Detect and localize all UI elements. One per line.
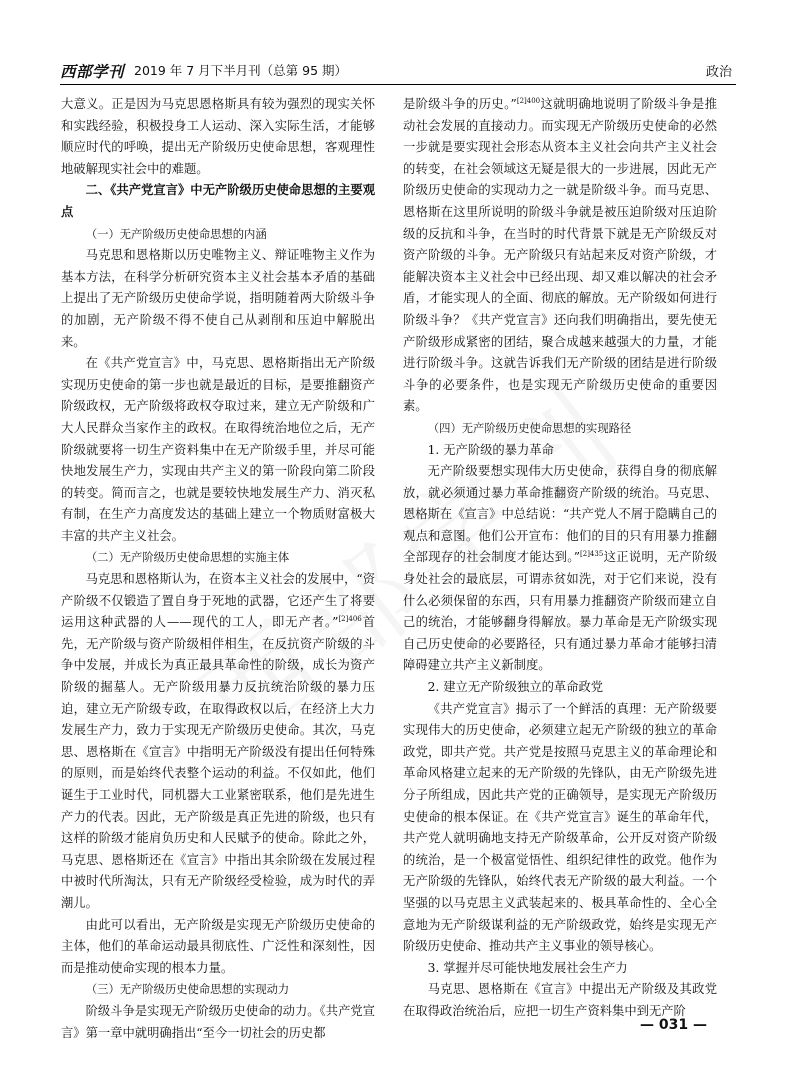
citation-marker: [2]400 [516,97,541,105]
paragraph: 由此可以看出，无产阶级是实现无产阶级历史使命的主体，他们的革命运动最具彻底性、广泛性和深刻性，因而是推动使命实现的根本力量。 [61,917,375,975]
citation-marker: [2]406 [338,615,362,624]
subsubsection-heading: 1. 无产阶级的暴力革命 [427,442,554,457]
paragraph [61,569,375,915]
running-header [60,58,736,85]
subsection-heading: （三）无产阶级历史使命思想的实现动力 [85,983,290,997]
paragraph-text: 是阶级斗争的历史。” [403,97,517,111]
issue-info: 2019 年 7 月下半月刊（总第 95 期） [134,63,348,78]
paragraph: 在《共产党宣言》中，马克思、恩格斯指出无产阶级实现历史使命的第一步也就是最近的目标，是要推翻资产阶级政权，无产阶级将政权夺取过来，建立无产阶级和广大人民群众当家作主的政权。在取得统治地位之后，无产阶级就要将一切生产资料集中在无产阶级手里，并尽可能快地发展生产力，实现由共产主义的第一阶段向第二阶段的转变。简而言之，也就是要较快地发展生产力、消灭私有制，在生产力高度发达的基础上建立一个物质财富极大丰富的共产主义社会。 [61,356,375,543]
subsection-heading: （四）无产阶级历史使命思想的实现路径 [427,421,632,435]
left-column [61,94,375,1044]
paragraph: 马克思、恩格斯在《宣言》中提出无产阶级及其政党在取得政治统治后，应把一切生产资料集中到无产阶 [403,982,717,1018]
citation-marker: [2]435 [580,550,604,559]
subsubsection-heading: 2. 建立无产阶级独立的革命政党 [427,680,604,695]
paragraph [403,94,717,418]
paragraph-text: 马克思和恩格斯认为，在资本主义社会的发展中，“资产阶级不仅锻造了置自身于死地的武器，它还产生了将要运用这种武器的人——现代的工人，即无产者。” [61,572,375,630]
paragraph-text: 这就明确地说明了阶级斗争是推动社会发展的直接动力。而实现无产阶级历史使命的必然一步就是要实现社会形态从资本主义社会向共产主义社会的转变，在社会领域这无疑是很大的一步进展，因此无产阶级历史使命的实现动力之一就是阶级斗争。而马克思、恩格斯在这里所说明的阶级斗争就是被压迫阶级对压迫阶级的反抗和斗争，在当时的时代背景下就是无产阶级反对资产阶级的斗争。无产阶级只有站起来反对资产阶级，才能解决资本主义社会中已经出现、却又难以解决的社会矛盾，才能实现人的全面、彻底的解放。无产阶级如何进行阶级斗争？《共产党宣言》还向我们明确指出，要先使无产阶级形成紧密的团结，聚合成越来越强大的力量，才能进行阶级斗争。这就告诉我们无产阶级的团结是进行阶级斗争的必要条件，也是实现无产阶级历史使命的重要因素。 [403,97,717,414]
paragraph: 马克思和恩格斯以历史唯物主义、辩证唯物主义作为基本方法，在科学分析研究资本主义社会基本矛盾的基础上提出了无产阶级历史使命学说，指明随着两大阶级斗争的加剧，无产阶级不得不使自己从剥削和压迫中解脱出来。 [61,248,375,349]
journal-logo: 西部学刊 [60,62,125,81]
section-heading: 二、《共产党宣言》中无产阶级历史使命思想的主要观点 [61,183,375,219]
paragraph: 大意义。正是因为马克思恩格斯具有较为强烈的现实关怀和实践经验，积极投身工人运动、深入实际生活，才能够顺应时代的呼唤，提出无产阶级历史使命思想，客观理性地破解现实社会中的难题。 [61,97,375,176]
paragraph: 《共产党宣言》揭示了一个鲜活的真理：无产阶级要实现伟大的历史使命，必须建立起无产阶级的独立的革命政党，即共产党。共产党是按照马克思主义的革命理论和革命风格建立起来的无产阶级的先锋队，由无产阶级先进分子所组成，因此共产党的正确领导，是实现无产阶级历史使命的根本保证。在《共产党宣言》诞生的革命年代，共产党人就明确地支持无产阶级革命，公开反对资产阶级的统治，是一个极富觉悟性、组织纪律性的政党。他作为无产阶级的先锋队，始终代表无产阶级的最大利益。一个坚强的以马克思主义武装起来的、极具革命性的、全心全意地为无产阶级谋利益的无产阶级政党，始终是实现无产阶级历史使命、推动共产主义事业的领导核心。 [403,701,717,954]
section-name: 政治 [705,65,732,80]
paragraph: 阶级斗争是实现无产阶级历史使命的动力。《共产党宣言》第一章中就明确指出“至今一切社会的历史都 [61,1003,375,1040]
subsection-heading: （二）无产阶级历史使命思想的实施主体 [85,551,290,565]
paragraph [403,461,717,677]
subsubsection-heading: 3. 掌握并尽可能快地发展社会生产力 [427,960,628,975]
page-number: — 031 — [640,1017,707,1033]
paragraph-text: 首先，无产阶级与资产阶级相伴相生，在反抗资产阶级的斗争中发展，并成长为真正最具革命性的阶级，成长为资产阶级的掘墓人。无产阶级用暴力反抗统治阶级的暴力压迫，建立无产阶级专政，在取得政权以后，在经济上大力发展生产力，致力于实现无产阶级历史使命。其次，马克思、恩格斯在《宣言》中指明无产阶级没有提出任何特殊的原则，而是始终代表整个运动的利益。不仅如此，他们诞生于工业时代，同机器大工业紧密联系，他们是先进生产力的代表。因此，无产阶级是真正先进的阶级，也只有这样的阶级才能肩负历史和人民赋予的使命。除此之外，马克思、恩格斯还在《宣言》中指出其余阶级在发展过程中被时代所淘汰，只有无产阶级经受检验，成为时代的弄潮儿。 [61,615,375,910]
subsection-heading: （一）无产阶级历史使命思想的内涵 [85,227,267,241]
paragraph-text: 这正说明，无产阶级身处社会的最底层，可谓赤贫如洗，对于它们来说，没有什么必须保留的东西，只有用暴力推翻资产阶级而建立自己的统治，才能够翻身得解放。暴力革命是无产阶级实现自己历史使命的必要路径，只有通过暴力革命才能够扫清障碍建立共产主义新制度。 [403,550,717,673]
paragraph-text: 无产阶级要想实现伟大历史使命，获得自身的彻底解放，就必须通过暴力革命推翻资产阶级的统治。马克思、恩格斯在《宣言》中总结说：“共产党人不屑于隐瞒自己的观点和意图。他们公开宣布：他们的目的只有用暴力推翻全部现存的社会制度才能达到。” [403,464,717,565]
right-column [403,94,717,1023]
